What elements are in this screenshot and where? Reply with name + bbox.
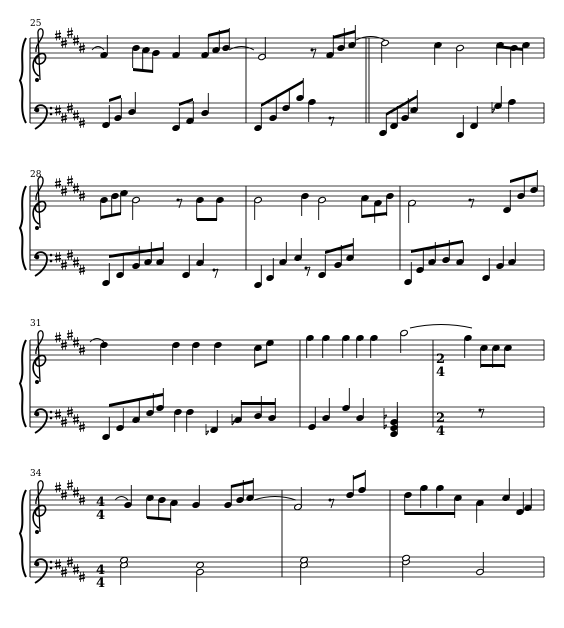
flat-accidental	[492, 102, 495, 113]
beam	[353, 472, 365, 480]
system-1	[20, 19, 544, 129]
beam	[109, 247, 163, 258]
beam	[497, 45, 523, 51]
eighth-rest	[305, 267, 311, 277]
measure-number-25: 25	[30, 19, 42, 29]
measure-number-34: 34	[30, 469, 42, 479]
bass-clef-head	[35, 562, 40, 567]
sharp-stroke	[55, 412, 61, 413]
sharp-stroke	[67, 333, 73, 334]
tie	[115, 497, 128, 501]
sharp-stroke	[73, 344, 79, 345]
sharp-stroke	[55, 259, 61, 260]
sharp-stroke	[79, 121, 85, 122]
sharp-stroke	[67, 413, 73, 414]
sharp-stroke	[67, 410, 73, 411]
sharp-stroke	[79, 197, 85, 198]
treble-clef-dot	[35, 380, 39, 384]
sharp-stroke	[67, 179, 73, 180]
time-signature-bottom-bass: 4	[436, 424, 446, 439]
sharp-accidental	[67, 480, 73, 491]
bass-clef-dot	[50, 561, 53, 564]
beam	[208, 29, 229, 37]
sharp-stroke	[73, 490, 79, 491]
sharp-stroke	[67, 182, 73, 183]
time-signature-bottom: 4	[436, 365, 446, 380]
sharp-stroke	[61, 41, 67, 42]
bass-staff	[30, 557, 544, 577]
sharp-stroke	[73, 421, 79, 422]
tie	[254, 497, 296, 501]
sharp-accidental	[73, 337, 79, 348]
sharp-stroke	[79, 271, 85, 272]
sharp-stroke	[73, 113, 79, 114]
sharp-stroke	[73, 417, 79, 418]
sharp-stroke	[61, 420, 67, 421]
bass-clef-dot	[50, 107, 53, 110]
sharp-accidental	[73, 564, 79, 575]
sharp-stroke	[61, 119, 67, 120]
sharp-stroke	[79, 501, 85, 502]
sharp-stroke	[79, 425, 85, 426]
brace	[20, 490, 26, 577]
sharp-stroke	[67, 31, 73, 32]
time-signature-top: 2	[436, 352, 446, 367]
system-3-staves	[20, 330, 544, 434]
sharp-accidental	[55, 30, 61, 41]
sharp-stroke	[55, 37, 61, 38]
sharp-stroke	[61, 496, 67, 497]
sharp-stroke	[55, 33, 61, 34]
sharp-stroke	[73, 190, 79, 191]
bass-staff	[30, 407, 544, 427]
time-signature-4-4-top: 4	[96, 495, 106, 510]
time-signature-top-bass: 2	[436, 411, 446, 426]
beam	[197, 218, 217, 221]
time-signature-4-4-bottom: 4	[96, 508, 106, 523]
sharp-accidental	[67, 176, 73, 187]
treble-clef-icon	[33, 177, 46, 230]
sharp-stroke	[55, 335, 61, 336]
sharp-stroke	[79, 575, 85, 576]
beam	[109, 393, 163, 407]
sharp-stroke	[79, 578, 85, 579]
beam	[481, 364, 505, 367]
sharp-stroke	[73, 340, 79, 341]
sharp-stroke	[67, 336, 73, 337]
sharp-stroke	[79, 351, 85, 352]
sharp-accidental	[73, 414, 79, 425]
sharp-stroke	[55, 566, 61, 567]
sharp-accidental	[73, 183, 79, 194]
eighth-rest	[177, 199, 183, 209]
key-signature	[55, 28, 85, 54]
key-signature	[55, 176, 85, 202]
sharp-stroke	[67, 109, 73, 110]
sharp-stroke	[79, 124, 85, 125]
key-signature	[55, 250, 85, 276]
sharp-accidental	[55, 482, 61, 493]
bass-clef-head	[35, 108, 40, 113]
beam	[109, 95, 121, 102]
system-3-notes	[90, 325, 512, 441]
sharp-stroke	[55, 108, 61, 109]
sharp-stroke	[67, 253, 73, 254]
sharp-stroke	[73, 567, 79, 568]
beam	[179, 98, 193, 106]
sharp-stroke	[73, 260, 79, 261]
brace	[20, 340, 26, 427]
bass-clef-dot	[50, 567, 53, 570]
sharp-accidental	[73, 487, 79, 498]
sharp-stroke	[73, 38, 79, 39]
beam	[405, 512, 455, 515]
sharp-stroke	[67, 563, 73, 564]
sharp-stroke	[55, 562, 61, 563]
sharp-stroke	[79, 194, 85, 195]
system-4-notes	[115, 470, 532, 592]
measure-number-31: 31	[30, 319, 42, 329]
sharp-stroke	[79, 498, 85, 499]
bass-clef-icon	[35, 409, 53, 433]
sharp-stroke	[61, 192, 67, 193]
sharp-stroke	[55, 255, 61, 256]
sharp-stroke	[55, 181, 61, 182]
treble-clef-dot	[35, 226, 39, 230]
sharp-stroke	[61, 570, 67, 571]
sharp-stroke	[67, 256, 73, 257]
beam	[231, 480, 253, 488]
tie	[410, 325, 472, 329]
sharp-stroke	[55, 185, 61, 186]
beam	[241, 402, 275, 405]
bass-clef-dot	[50, 411, 53, 414]
note-head	[196, 561, 205, 568]
treble-staff	[30, 490, 544, 510]
eighth-rest	[479, 409, 485, 419]
beam	[510, 172, 537, 183]
time-signature-4-4-bottom-bass: 4	[96, 576, 106, 591]
bass-clef-head	[35, 255, 40, 260]
treble-clef-icon	[33, 331, 46, 384]
treble-clef-stem	[36, 29, 43, 80]
system-1-notes	[92, 25, 530, 139]
system-1-staves	[20, 28, 544, 130]
system-4	[20, 469, 544, 591]
treble-clef-dot	[35, 530, 39, 534]
sharp-stroke	[67, 486, 73, 487]
bass-clef-icon	[35, 105, 53, 129]
sharp-accidental	[55, 178, 61, 189]
key-signature	[55, 330, 85, 356]
bass-clef-icon	[35, 252, 53, 276]
key-signature	[55, 480, 85, 506]
sharp-stroke	[61, 116, 67, 117]
treble-clef-stem	[36, 331, 43, 382]
sharp-stroke	[73, 117, 79, 118]
key-signature	[55, 407, 85, 433]
beam	[411, 240, 463, 253]
sharp-stroke	[67, 560, 73, 561]
sharp-stroke	[67, 483, 73, 484]
sharp-stroke	[73, 571, 79, 572]
treble-clef-stem	[36, 177, 43, 228]
sharp-accidental	[73, 110, 79, 121]
sharp-stroke	[79, 46, 85, 47]
sharp-accidental	[73, 257, 79, 268]
sharp-stroke	[73, 264, 79, 265]
sharp-stroke	[79, 49, 85, 50]
sharp-stroke	[55, 489, 61, 490]
bass-clef-dot	[50, 254, 53, 257]
treble-clef-stem	[36, 481, 43, 532]
key-signature	[55, 557, 85, 583]
sharp-stroke	[79, 268, 85, 269]
time-signature-4-4-top-bass: 4	[96, 563, 106, 578]
key-signature	[55, 103, 85, 129]
sharp-stroke	[73, 494, 79, 495]
bass-staff	[30, 250, 544, 270]
sharp-accidental	[67, 330, 73, 341]
sharp-stroke	[79, 348, 85, 349]
sharp-accidental	[55, 252, 61, 263]
sharp-stroke	[79, 428, 85, 429]
sharp-accidental	[73, 35, 79, 46]
brace	[20, 186, 26, 270]
sharp-stroke	[61, 44, 67, 45]
flat-accidental	[206, 424, 209, 435]
bass-clef-icon	[35, 559, 53, 583]
sharp-accidental	[67, 28, 73, 39]
sharp-stroke	[55, 112, 61, 113]
bass-clef-head	[35, 412, 40, 417]
system-2-notes	[100, 170, 539, 289]
sharp-accidental	[55, 409, 61, 420]
sharp-accidental	[55, 105, 61, 116]
sharp-stroke	[61, 573, 67, 574]
beam	[255, 360, 267, 367]
sharp-stroke	[55, 416, 61, 417]
beam	[101, 212, 121, 219]
sharp-stroke	[67, 34, 73, 35]
bass-clef-dot	[50, 417, 53, 420]
sharp-stroke	[55, 339, 61, 340]
beam	[325, 243, 353, 254]
eighth-rest	[469, 199, 475, 209]
sharp-stroke	[67, 106, 73, 107]
sharp-stroke	[61, 263, 67, 264]
sharp-accidental	[55, 559, 61, 570]
bass-clef-dot	[50, 113, 53, 116]
bass-clef-dot	[50, 260, 53, 263]
flat-accidental	[232, 414, 235, 425]
treble-clef-icon	[33, 481, 46, 534]
sharp-stroke	[61, 423, 67, 424]
sharp-stroke	[61, 493, 67, 494]
measure-number-28: 28	[30, 170, 42, 180]
sharp-stroke	[55, 485, 61, 486]
sharp-stroke	[61, 346, 67, 347]
sharp-stroke	[61, 343, 67, 344]
sharp-stroke	[61, 189, 67, 190]
treble-clef-dot	[35, 78, 39, 82]
brace	[20, 38, 26, 123]
sharp-stroke	[73, 42, 79, 43]
sharp-accidental	[55, 332, 61, 343]
treble-staff	[30, 186, 544, 206]
sharp-stroke	[73, 186, 79, 187]
treble-clef-icon	[33, 29, 46, 82]
sharp-stroke	[61, 266, 67, 267]
